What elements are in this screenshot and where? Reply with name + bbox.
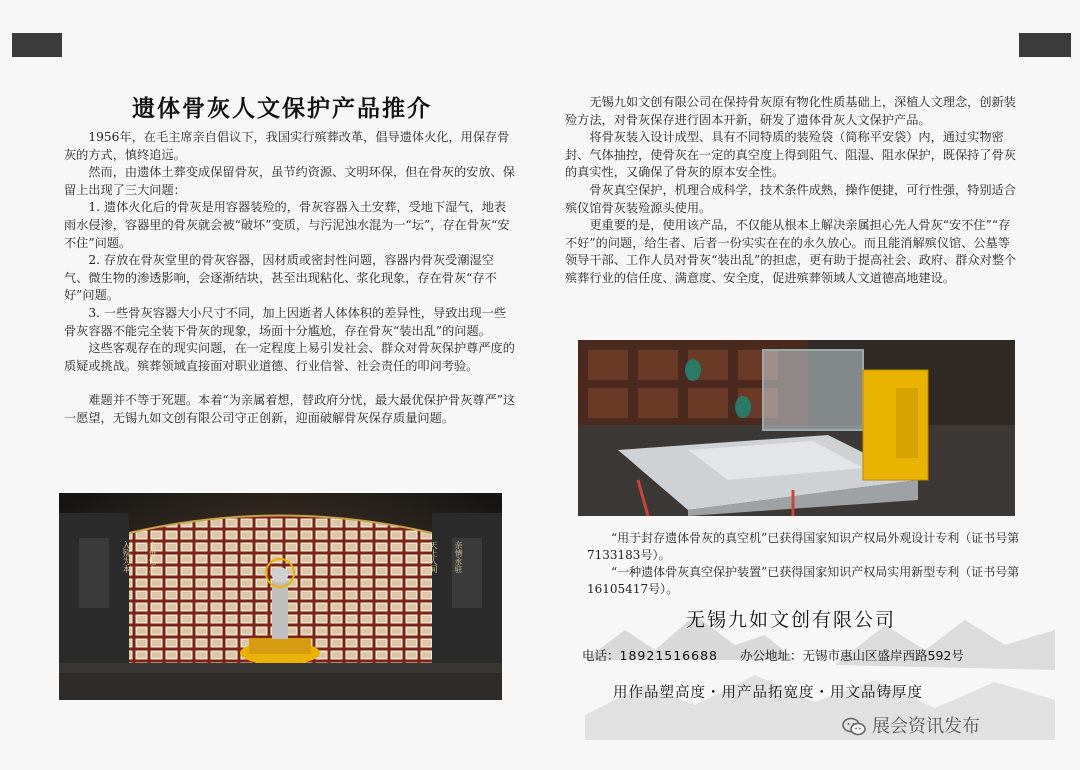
paragraph: 1. 遗体火化后的骨灰是用容器装殓的，骨灰容器入土安葬，受地下湿气，地表雨水侵渗，容器里的骨灰就会被“破坏”变质，与污泥浊水混为一“坛”，存在骨灰“安不住”问题。: [64, 200, 510, 250]
sign-right-1: 天上人间: [429, 541, 438, 573]
vacuum-machine-photo: [578, 340, 1015, 516]
patent-note: “一种遗体骨灰真空保护装置”已获得国家知识产权局实用新型专利（证书号第16105417号）。: [587, 565, 1020, 596]
corner-tab-left: [12, 33, 62, 57]
watermark-text: 展会资讯发布: [872, 716, 980, 737]
address-label: 办公地址：: [740, 648, 803, 663]
sign-right-2: 亲情永驻: [454, 541, 463, 573]
paragraph: 难题并不等于死题。本着“为亲属着想，替政府分忧，最大最优保护骨灰尊严”这一愿望，无锡九如文创有限公司守正创新，迎面破解骨灰保存质量问题。: [64, 393, 516, 425]
paragraph: 无锡九如文创有限公司在保持骨灰原有物化性质基础上，深植人文理念，创新装殓方法，对骨灰保存进行固本开新，研发了遗体骨灰人文保护产品。: [565, 95, 1016, 127]
page-title: 遗体骨灰人文保护产品推介: [132, 96, 432, 122]
wechat-watermark: [842, 712, 980, 738]
paragraph: 3. 一些骨灰容器大小尺寸不同，加上因逝者人体体积的差异性，导致出现一些骨灰容器不能完全装下骨灰的现象，场面十分尴尬，存在骨灰“装出乱”的问题。: [64, 305, 507, 338]
paragraph: 1956年，在毛主席亲自倡议下，我国实行殡葬改革，倡导遗体火化，用保存骨灰的方式，慎终追远。: [64, 130, 510, 162]
paragraph: 将骨灰装入设计成型、具有不同特质的装殓袋（简称平安袋）内，通过实物密封、气体抽控，使骨灰在一定的真空度上得到阻气、阻湿、阻水保护，既保持了骨灰的真实性，又确保了骨灰的原本安全性。: [565, 130, 1016, 180]
phone-number: 18921516688: [619, 648, 718, 663]
patent-note: “用于封存遗体骨灰的真空机”已获得国家知识产权局外观设计专利（证书号第7133183号）。: [587, 531, 1020, 562]
address-text: 无锡市惠山区盛岸西路592号: [802, 648, 964, 663]
paragraph: 骨灰真空保护，机理合成科学，技术条件成熟，操作便捷，可行性强，特别适合殡仪馆骨灰装殓源头使用。: [565, 182, 1016, 215]
left-column: [64, 129, 516, 428]
paragraph: 2. 存放在骨灰堂里的骨灰容器，因材质或密封性问题，容器内骨灰受潮湿空气、微生物的渗透影响，会逐渐结块，甚至出现粘化、浆化现象，存在骨灰“存不好”问题。: [64, 253, 497, 303]
vacuum-machine-illustration: [578, 340, 1015, 516]
sign-left-1: 入殓为本: [122, 541, 131, 573]
slogan: 用作品塑高度・用产品拓宽度・用文品铸厚度: [613, 685, 923, 701]
phone-label: 电话：: [582, 648, 620, 663]
columbarium-photo: [59, 493, 502, 700]
contact-line: [582, 646, 970, 664]
wechat-icon: [842, 717, 866, 737]
paragraph: 这些客观存在的现实问题，在一定程度上易引发社会、群众对骨灰保护尊严度的质疑或挑战。殡葬领域直接面对职业道德、行业信誉、社会责任的叩问考验。: [64, 341, 515, 373]
company-name: 无锡九如文创有限公司: [686, 609, 897, 631]
sign-left-2: 永垂忆之: [148, 541, 157, 573]
paragraph: 更重要的是，使用该产品，不仅能从根本上解决亲属担心先人骨灰“安不住”“存不好”的问题，给生者、后者一份实实在在的永久放心。而且能消解殡仪馆、公墓等领导干部、工作人员对骨灰“装出乱”的担虑，更有助于提高社会、政府、群众对整个殡葬行业的信任度、满意度、安全度，促进殡葬领域人文道德高地建设。: [565, 218, 1017, 285]
patent-notes: [587, 530, 1027, 598]
corner-tab-right: [1019, 33, 1071, 57]
right-column: [565, 94, 1021, 288]
columbarium-illustration: [59, 493, 502, 700]
paragraph: 然而，由遗体土葬变成保留骨灰，虽节约资源、文明环保，但在骨灰的安放、保留上出现了三大问题：: [64, 165, 515, 197]
